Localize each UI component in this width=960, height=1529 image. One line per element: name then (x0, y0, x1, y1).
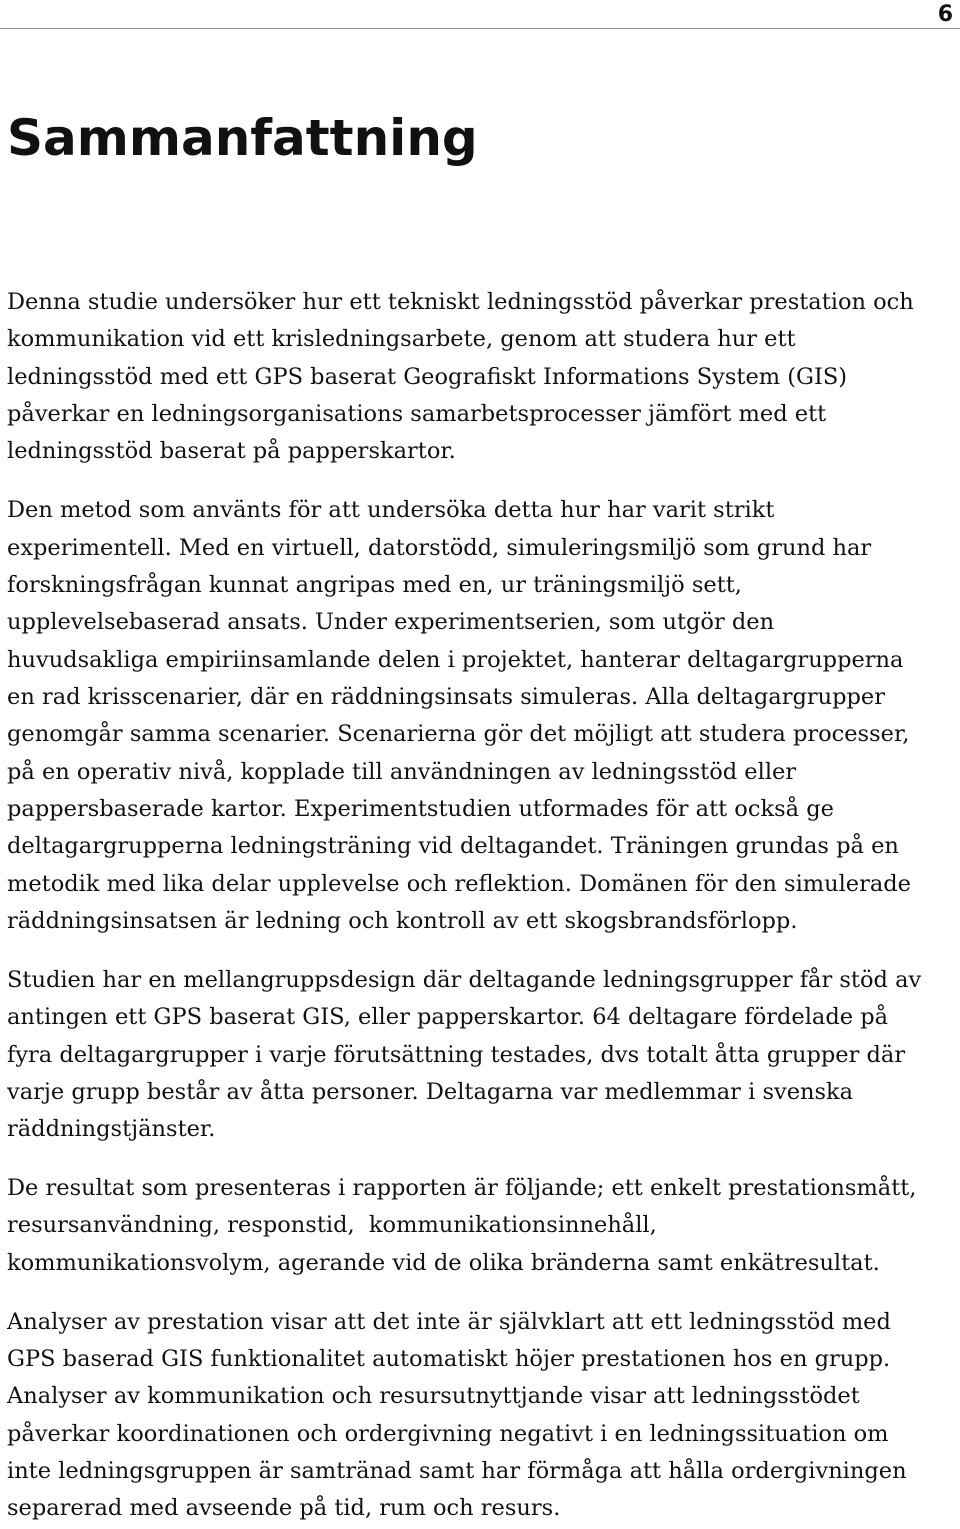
text-line: ledningsstöd baserat på papperskartor. (7, 438, 456, 465)
paragraph-1 (7, 284, 952, 471)
text-line: Studien har en mellangruppsdesign där deltagande ledningsgrupper får stöd av (7, 966, 922, 993)
text-line: påverkar en ledningsorganisations samarbetsprocesser jämfört med ett (7, 401, 827, 428)
text-line: kommunikationsvolym, agerande vid de olika bränderna samt enkätresultat. (7, 1249, 880, 1276)
text-line: räddningstjänster. (7, 1116, 216, 1143)
text-line: ledningsstöd med ett GPS baserat Geografiskt Informations System (GIS) (7, 363, 848, 390)
text-line: upplevelsebaserad ansats. Under experimentserien, som utgör den (7, 609, 775, 636)
summary-body (7, 284, 952, 1528)
paragraph-2 (7, 492, 952, 940)
text-line: experimentell. Med en virtuell, datorstödd, simuleringsmiljö som grund har (7, 534, 872, 561)
text-line: fyra deltagargrupper i varje förutsättning testades, dvs totalt åtta grupper där (7, 1041, 906, 1068)
text-line: Analyser av prestation visar att det inte är självklart att ett ledningsstöd med (7, 1308, 891, 1335)
paragraph-3 (7, 962, 952, 1149)
text-line: GPS baserad GIS funktionalitet automatiskt höjer prestationen hos en grupp. (7, 1345, 891, 1372)
text-line: genomgår samma scenarier. Scenarierna gör det möjligt att studera processer, (7, 721, 910, 748)
paragraph-5 (7, 1304, 952, 1528)
text-line: kommunikation vid ett krisledningsarbete, genom att studera hur ett (7, 326, 796, 353)
text-line: De resultat som presenteras i rapporten är följande; ett enkelt prestationsmått, (7, 1175, 917, 1202)
paragraph-4 (7, 1170, 952, 1282)
text-line: forskningsfrågan kunnat angripas med en, ur träningsmiljö sett, (7, 571, 742, 598)
text-line: separerad med avseende på tid, rum och resurs. (7, 1495, 561, 1522)
text-line: Den metod som använts för att undersöka detta hur har varit strikt (7, 497, 775, 524)
section-title: Sammanfattning (7, 109, 478, 167)
text-line: påverkar koordinationen och ordergivning negativt i en ledningssituation om (7, 1420, 889, 1447)
text-line: resursanvändning, responstid, kommunikationsinnehåll, (7, 1212, 657, 1239)
text-line: deltagargrupperna ledningsträning vid deltagandet. Träningen grundas på en (7, 833, 899, 860)
text-line: pappersbaserade kartor. Experimentstudien utformades för att också ge (7, 795, 834, 822)
text-line: antingen ett GPS baserat GIS, eller papperskartor. 64 deltagare fördelade på (7, 1004, 889, 1031)
text-line: metodik med lika delar upplevelse och reflektion. Domänen för den simulerade (7, 870, 911, 897)
text-line: huvudsakliga empiriinsamlande delen i projektet, hanterar deltagargrupperna (7, 646, 904, 673)
text-line: räddningsinsatsen är ledning och kontroll av ett skogsbrandsförlopp. (7, 908, 798, 934)
text-line: Denna studie undersöker hur ett tekniskt ledningsstöd påverkar prestation och (7, 289, 914, 315)
text-line: en rad krisscenarier, där en räddningsinsats simuleras. Alla deltagargrupper (7, 683, 885, 710)
text-line: varje grupp består av åtta personer. Deltagarna var medlemmar i svenska (7, 1078, 854, 1105)
text-line: inte ledningsgruppen är samtränad samt har förmåga att hålla ordergivningen (7, 1457, 907, 1484)
header-rule (0, 28, 960, 29)
text-line: Analyser av kommunikation och resursutnyttjande visar att ledningsstödet (7, 1383, 860, 1410)
page-number: 6 (937, 2, 953, 27)
text-line: på en operativ nivå, kopplade till användningen av ledningsstöd eller (7, 758, 797, 785)
